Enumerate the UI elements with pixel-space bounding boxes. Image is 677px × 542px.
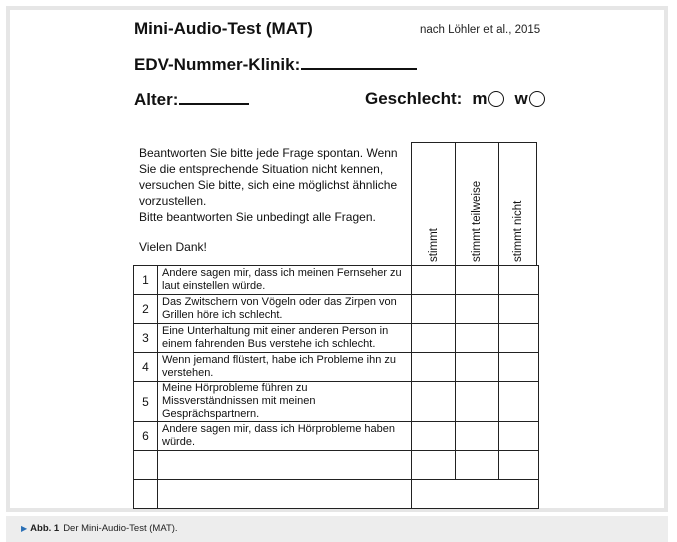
answer-cell-stimmt-teilweise[interactable] [456,266,499,295]
figure-caption [21,523,178,534]
column-header-stimmt-nicht [499,143,537,266]
question-number: 4 [134,353,158,382]
alter-label: Alter: [134,90,179,109]
answer-cell-stimmt-teilweise[interactable] [456,295,499,324]
question-number: 3 [134,324,158,353]
answer-cell-stimmt-nicht[interactable] [499,266,539,295]
alter-input-line[interactable] [179,89,249,105]
reference-note: nach Löhler et al., 2015 [420,24,541,36]
gender-m-label: m [472,89,488,108]
question-text: Wenn jemand flüstert, habe ich Probleme ihn zu verstehen. [158,353,412,382]
caption-text: Der Mini-Audio-Test (MAT). [63,523,178,534]
geschlecht-label: Geschlecht: [365,89,463,108]
column-header-label: stimmt teilweise [471,180,483,262]
answer-cell-stimmt[interactable] [412,451,456,480]
answer-cell-stimmt-teilweise[interactable] [456,353,499,382]
alter-field [134,89,249,110]
total-text [158,480,412,509]
question-text: Andere sagen mir, dass ich meinen Fernseher zu laut einstellen würde. [158,266,412,295]
answer-cell-stimmt[interactable] [412,266,456,295]
instructions [139,145,409,255]
caption-label: Abb. 1 [30,523,60,534]
table-row [134,324,539,353]
form-title: Mini-Audio-Test (MAT) [134,19,313,38]
table-row [134,295,539,324]
answer-cell-stimmt[interactable] [412,382,456,422]
figure-caption-box [6,516,668,542]
thanks-text: Vielen Dank! [139,240,207,254]
column-header-stimmt [412,143,456,266]
gender-w-label: w [514,89,528,108]
questions-table [133,265,539,509]
radio-circle-icon[interactable] [488,91,504,107]
instruction-text: Beantworten Sie bitte jede Frage spontan. Wenn Sie die entsprechende Situation nicht kennen, versuchen Sie bitte, sich eine möglichst ähnliche vorzustellen. [139,146,398,208]
edv-field [134,54,417,75]
question-text: Eine Unterhaltung mit einer anderen Person in einem fahrenden Bus verstehe ich schlecht. [158,324,412,353]
question-number: 5 [134,382,158,422]
answer-cell-stimmt-nicht[interactable] [499,422,539,451]
answer-cell-stimmt-teilweise[interactable] [456,324,499,353]
answer-cell-stimmt-teilweise[interactable] [456,422,499,451]
geschlecht-field [365,89,545,109]
answer-cell-stimmt[interactable] [412,353,456,382]
answer-cell-stimmt[interactable] [412,295,456,324]
total-number [134,480,158,509]
answer-cell-stimmt-teilweise[interactable] [456,382,499,422]
answer-cell-stimmt-nicht[interactable] [499,382,539,422]
table-row [134,266,539,295]
answer-cell-stimmt[interactable] [412,324,456,353]
question-text: Andere sagen mir, dass ich Hörprobleme haben würde. [158,422,412,451]
answer-column-headers [411,142,537,265]
gender-option-m[interactable] [472,89,504,109]
answer-cell-stimmt-nicht[interactable] [499,353,539,382]
question-text: Das Zwitschern von Vögeln oder das Zirpen von Grillen höre ich schlecht. [158,295,412,324]
question-number: 6 [134,422,158,451]
answer-cell-stimmt-nicht[interactable] [499,451,539,480]
question-text [158,451,412,480]
table-row [134,451,539,480]
edv-label: EDV-Nummer-Klinik: [134,55,301,74]
table-row [134,353,539,382]
answer-cell-stimmt-nicht[interactable] [499,295,539,324]
column-header-label: stimmt nicht [512,200,524,262]
answer-cell-stimmt-nicht[interactable] [499,324,539,353]
answer-cell-stimmt[interactable] [412,422,456,451]
question-number: 2 [134,295,158,324]
instruction-text: Bitte beantworten Sie unbedingt alle Fragen. [139,210,376,224]
column-header-stimmt-teilweise [456,143,499,266]
total-value-cell[interactable] [412,480,539,509]
gender-option-w[interactable] [514,89,544,109]
answer-cell-stimmt-teilweise[interactable] [456,451,499,480]
question-number: 1 [134,266,158,295]
question-number [134,451,158,480]
column-header-label: stimmt [427,228,440,262]
table-row [134,382,539,422]
question-text: Meine Hörprobleme führen zu Missverständnissen mit meinen Gesprächspartnern. [158,382,412,422]
edv-input-line[interactable] [301,54,417,70]
table-row [134,422,539,451]
caption-arrow-icon: ▶ [21,524,28,533]
radio-circle-icon[interactable] [529,91,545,107]
total-row [134,480,539,509]
